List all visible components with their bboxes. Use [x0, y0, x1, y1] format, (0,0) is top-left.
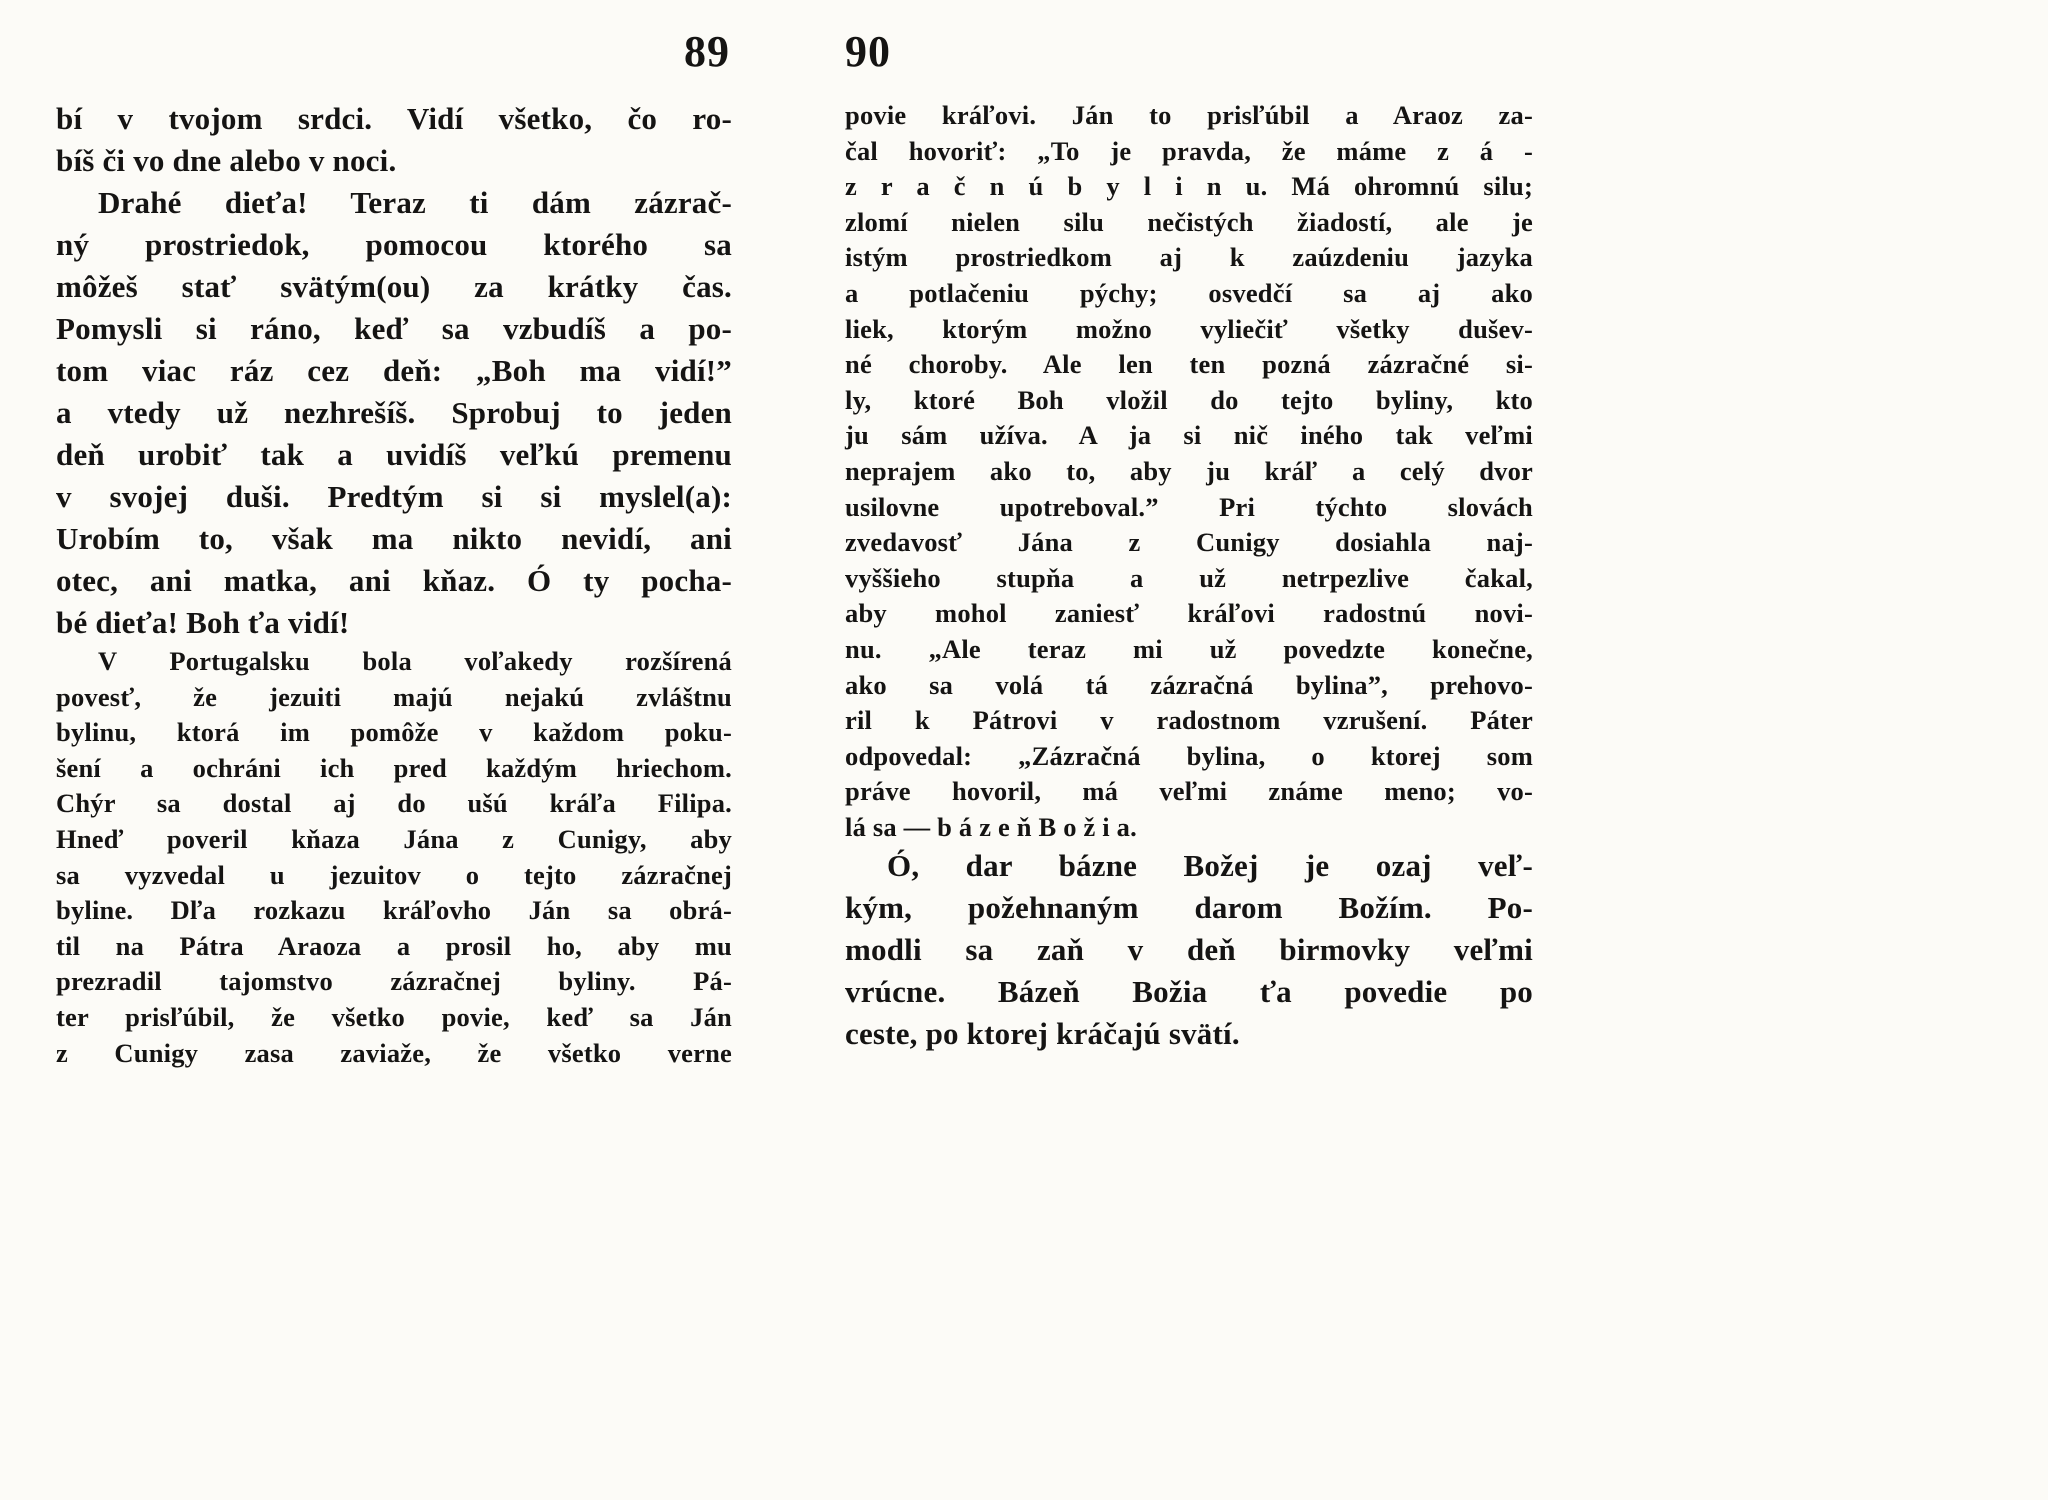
text-line: povesť, že jezuiti majú nejakú zvláštnu [56, 681, 732, 712]
text-line: neprajem ako to, aby ju kráľ a celý dvor [845, 455, 1533, 486]
paragraph [56, 98, 732, 182]
paragraph [845, 98, 1533, 845]
text-line: šení a ochráni ich pred každým hriechom. [56, 752, 732, 783]
text-line: Ó, dar bázne Božej je ozaj veľ- [887, 848, 1533, 884]
text-line: prezradil tajomstvo zázračnej byliny. Pá- [56, 966, 732, 997]
text-line: vrúcne. Bázeň Božia ťa povedie po [845, 974, 1533, 1010]
text-line: zvedavosť Jána z Cunigy dosiahla naj- [845, 527, 1533, 558]
text-line: odpovedal: „Zázračná bylina, o ktorej som [845, 740, 1533, 771]
text-line: nu. „Ale teraz mi už povedzte konečne, [845, 633, 1533, 664]
text-line: ly, ktoré Boh vložil do tejto byliny, kto [845, 384, 1533, 415]
text-line: lá sa — b á z e ň B o ž i a. [845, 811, 1137, 842]
text-line: povie kráľovi. Ján to prisľúbil a Araoz za- [845, 100, 1533, 130]
text-line: til na Pátra Araoza a prosil ho, aby mu [56, 930, 732, 961]
text-line: v svojej duši. Predtým si si myslel(a): [56, 479, 732, 514]
text-line: byline. Dľa rozkazu kráľovho Ján sa obrá- [56, 895, 732, 926]
text-line: né choroby. Ale len ten pozná zázračné si- [845, 349, 1533, 380]
text-line: ril k Pátrovi v radostnom vzrušení. Páter [845, 705, 1533, 736]
page-column-right [845, 98, 1533, 1055]
text-line: a potlačeniu pýchy; osvedčí sa aj ako [845, 277, 1533, 308]
paragraph [845, 845, 1533, 1055]
text-line: môžeš stať svätým(ou) za krátky čas. [56, 269, 732, 304]
text-line: bé dieťa! Boh ťa vidí! [56, 605, 350, 640]
text-line: ný prostriedok, pomocou ktorého sa [56, 227, 732, 262]
text-line: liek, ktorým možno vyliečiť všetky dušev- [845, 313, 1533, 344]
text-line: Chýr sa dostal aj do ušú kráľa Filipa. [56, 788, 732, 819]
text-line: práve hovoril, má veľmi známe meno; vo- [845, 776, 1533, 807]
text-line: usilovne upotreboval.” Pri týchto slovách [845, 491, 1533, 522]
text-line: čal hovoriť: „To je pravda, že máme z á - [845, 135, 1533, 166]
page-number-left: 89 [684, 27, 730, 76]
text-line: istým prostriedkom aj k zaúzdeniu jazyka [845, 242, 1533, 273]
text-line: sa vyzvedal u jezuitov o tejto zázračnej [56, 859, 732, 890]
text-line: Drahé dieťa! Teraz ti dám zázrač- [98, 185, 732, 220]
text-line: V Portugalsku bola voľakedy rozšírená [98, 646, 732, 676]
text-line: bí v tvojom srdci. Vidí všetko, čo ro- [56, 101, 732, 136]
text-line: ceste, po ktorej kráčajú svätí. [845, 1016, 1240, 1052]
paragraph [56, 644, 732, 1071]
text-line: ju sám užíva. A ja si nič iného tak veľmi [845, 420, 1533, 451]
text-line: a vtedy už nezhrešíš. Sprobuj to jeden [56, 395, 732, 430]
text-line: otec, ani matka, ani kňaz. Ó ty pocha- [56, 563, 732, 598]
text-line: bylinu, ktorá im pomôže v každom poku- [56, 717, 732, 748]
text-line: Pomysli si ráno, keď sa vzbudíš a po- [56, 311, 732, 346]
text-line: tom viac ráz cez deň: „Boh ma vidí!” [56, 353, 732, 388]
text-line: Urobím to, však ma nikto nevidí, ani [56, 521, 732, 556]
text-line: Hneď poveril kňaza Jána z Cunigy, aby [56, 823, 732, 854]
text-line: deň urobiť tak a uvidíš veľkú premenu [56, 437, 732, 472]
text-line: kým, požehnaným darom Božím. Po- [845, 890, 1533, 926]
page-number-right: 90 [845, 27, 891, 76]
text-line: z Cunigy zasa zaviaže, že všetko verne [56, 1037, 732, 1068]
text-line: zlomí nielen silu nečistých žiadostí, ale je [845, 206, 1533, 237]
text-line: bíš či vo dne alebo v noci. [56, 143, 397, 178]
text-line: z r a č n ú b y l i n u. Má ohromnú silu; [845, 171, 1533, 202]
paragraph [56, 182, 732, 644]
text-line: aby mohol zaniesť kráľovi radostnú novi- [845, 598, 1533, 629]
text-line: vyššieho stupňa a už netrpezlive čakal, [845, 562, 1533, 593]
text-line: modli sa zaň v deň birmovky veľmi [845, 932, 1533, 968]
text-line: ako sa volá tá zázračná bylina”, prehovo- [845, 669, 1533, 700]
page-column-left [56, 98, 732, 1071]
text-line: ter prisľúbil, že všetko povie, keď sa Ján [56, 1001, 732, 1032]
